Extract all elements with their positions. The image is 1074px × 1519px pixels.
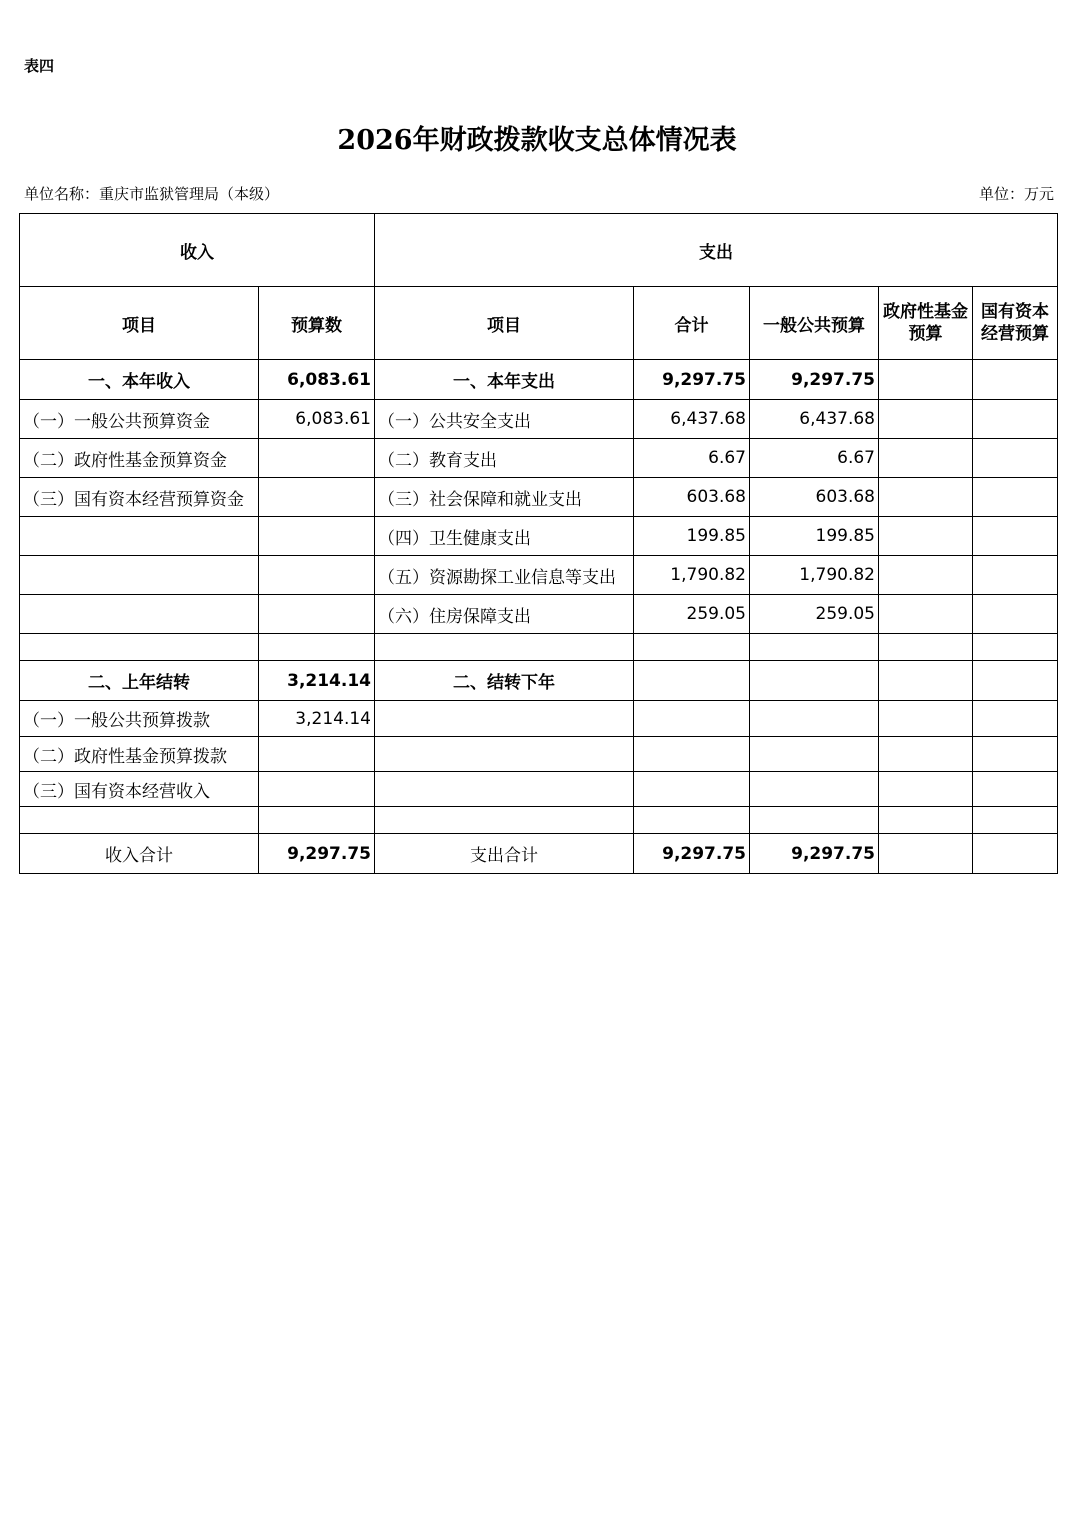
expense-fund xyxy=(879,439,973,478)
income-total-label: 收入合计 xyxy=(20,834,259,874)
expense-general xyxy=(750,737,879,772)
unit-label: 单位：万元 xyxy=(978,185,1054,203)
table-row xyxy=(20,400,1058,439)
table-row xyxy=(20,701,1058,737)
expense-item: （四）卫生健康支出 xyxy=(375,517,634,556)
expense-total: 603.68 xyxy=(634,478,750,517)
expense-total xyxy=(634,634,750,661)
income-item xyxy=(20,595,259,634)
expense-item-header: 项目 xyxy=(375,287,634,360)
expense-header: 支出 xyxy=(375,214,1058,287)
income-value xyxy=(259,439,375,478)
income-item: （二）政府性基金预算资金 xyxy=(20,439,259,478)
expense-capital xyxy=(973,595,1058,634)
income-value: 3,214.14 xyxy=(259,661,375,701)
expense-fund xyxy=(879,556,973,595)
table-row xyxy=(20,517,1058,556)
income-item: （三）国有资本经营预算资金 xyxy=(20,478,259,517)
income-budget-header: 预算数 xyxy=(259,287,375,360)
income-item xyxy=(20,556,259,595)
income-value: 6,083.61 xyxy=(259,360,375,400)
expense-total-value: 9,297.75 xyxy=(634,834,750,874)
expense-general: 6,437.68 xyxy=(750,400,879,439)
income-item: （一）一般公共预算拨款 xyxy=(20,701,259,737)
income-value: 6,083.61 xyxy=(259,400,375,439)
expense-general: 259.05 xyxy=(750,595,879,634)
expense-fund xyxy=(879,517,973,556)
expense-total: 259.05 xyxy=(634,595,750,634)
table-row xyxy=(20,439,1058,478)
income-value: 3,214.14 xyxy=(259,701,375,737)
unit-name: 单位名称：重庆市监狱管理局（本级） xyxy=(24,185,280,203)
expense-total xyxy=(634,661,750,701)
income-value xyxy=(259,478,375,517)
expense-total-label: 支出合计 xyxy=(375,834,634,874)
expense-item xyxy=(375,737,634,772)
expense-capital xyxy=(973,834,1058,874)
expense-capital xyxy=(973,439,1058,478)
table-row xyxy=(20,595,1058,634)
income-item: （三）国有资本经营收入 xyxy=(20,772,259,807)
income-value xyxy=(259,634,375,661)
income-value xyxy=(259,556,375,595)
expense-total: 6.67 xyxy=(634,439,750,478)
expense-item: 一、本年支出 xyxy=(375,360,634,400)
expense-capital xyxy=(973,661,1058,701)
expense-item: （三）社会保障和就业支出 xyxy=(375,478,634,517)
general-budget-header: 一般公共预算 xyxy=(750,287,879,360)
expense-item xyxy=(375,807,634,834)
expense-item: （二）教育支出 xyxy=(375,439,634,478)
income-total-value: 9,297.75 xyxy=(259,834,375,874)
expense-total: 9,297.75 xyxy=(634,360,750,400)
expense-fund xyxy=(879,360,973,400)
income-item: 一、本年收入 xyxy=(20,360,259,400)
expense-capital xyxy=(973,400,1058,439)
page-title: 2026年财政拨款收支总体情况表 xyxy=(337,125,737,156)
income-item-header: 项目 xyxy=(20,287,259,360)
expense-capital xyxy=(973,556,1058,595)
expense-fund xyxy=(879,701,973,737)
expense-general xyxy=(750,772,879,807)
expense-fund xyxy=(879,595,973,634)
budget-table xyxy=(19,213,1058,874)
expense-general: 199.85 xyxy=(750,517,879,556)
expense-fund xyxy=(879,478,973,517)
expense-capital xyxy=(973,807,1058,834)
income-value xyxy=(259,737,375,772)
expense-fund xyxy=(879,807,973,834)
expense-general xyxy=(750,634,879,661)
expense-fund xyxy=(879,772,973,807)
expense-general xyxy=(750,807,879,834)
expense-item: （五）资源勘探工业信息等支出 xyxy=(375,556,634,595)
income-item xyxy=(20,634,259,661)
expense-total xyxy=(634,737,750,772)
expense-capital xyxy=(973,772,1058,807)
expense-total: 6,437.68 xyxy=(634,400,750,439)
expense-general: 1,790.82 xyxy=(750,556,879,595)
expense-item: 二、结转下年 xyxy=(375,661,634,701)
expense-fund xyxy=(879,400,973,439)
table-number-label: 表四 xyxy=(24,57,55,75)
expense-general: 603.68 xyxy=(750,478,879,517)
income-item: （二）政府性基金预算拨款 xyxy=(20,737,259,772)
expense-capital xyxy=(973,737,1058,772)
expense-fund xyxy=(879,634,973,661)
table-row-total xyxy=(20,834,1058,874)
expense-general xyxy=(750,701,879,737)
expense-total xyxy=(634,807,750,834)
expense-total: 199.85 xyxy=(634,517,750,556)
income-value xyxy=(259,807,375,834)
table-row xyxy=(20,772,1058,807)
table-row xyxy=(20,634,1058,661)
expense-item: （六）住房保障支出 xyxy=(375,595,634,634)
expense-fund xyxy=(879,834,973,874)
expense-capital xyxy=(973,634,1058,661)
expense-general xyxy=(750,661,879,701)
expense-item xyxy=(375,701,634,737)
table-row xyxy=(20,661,1058,701)
income-header: 收入 xyxy=(20,214,375,287)
expense-capital xyxy=(973,517,1058,556)
expense-general-total: 9,297.75 xyxy=(750,834,879,874)
income-item: （一）一般公共预算资金 xyxy=(20,400,259,439)
income-item: 二、上年结转 xyxy=(20,661,259,701)
expense-total xyxy=(634,772,750,807)
expense-fund xyxy=(879,737,973,772)
expense-general: 6.67 xyxy=(750,439,879,478)
expense-item xyxy=(375,634,634,661)
expense-total-header: 合计 xyxy=(634,287,750,360)
income-value xyxy=(259,772,375,807)
gov-fund-budget-header: 政府性基金预算 xyxy=(879,287,973,360)
table-row xyxy=(20,737,1058,772)
expense-capital xyxy=(973,478,1058,517)
expense-total: 1,790.82 xyxy=(634,556,750,595)
expense-item: （一）公共安全支出 xyxy=(375,400,634,439)
state-capital-budget-header: 国有资本经营预算 xyxy=(973,287,1058,360)
table-row xyxy=(20,556,1058,595)
expense-total xyxy=(634,701,750,737)
income-value xyxy=(259,595,375,634)
table-row xyxy=(20,478,1058,517)
expense-item xyxy=(375,772,634,807)
table-row xyxy=(20,807,1058,834)
income-value xyxy=(259,517,375,556)
income-item xyxy=(20,517,259,556)
expense-capital xyxy=(973,360,1058,400)
expense-general: 9,297.75 xyxy=(750,360,879,400)
income-item xyxy=(20,807,259,834)
expense-capital xyxy=(973,701,1058,737)
expense-fund xyxy=(879,661,973,701)
table-row xyxy=(20,360,1058,400)
